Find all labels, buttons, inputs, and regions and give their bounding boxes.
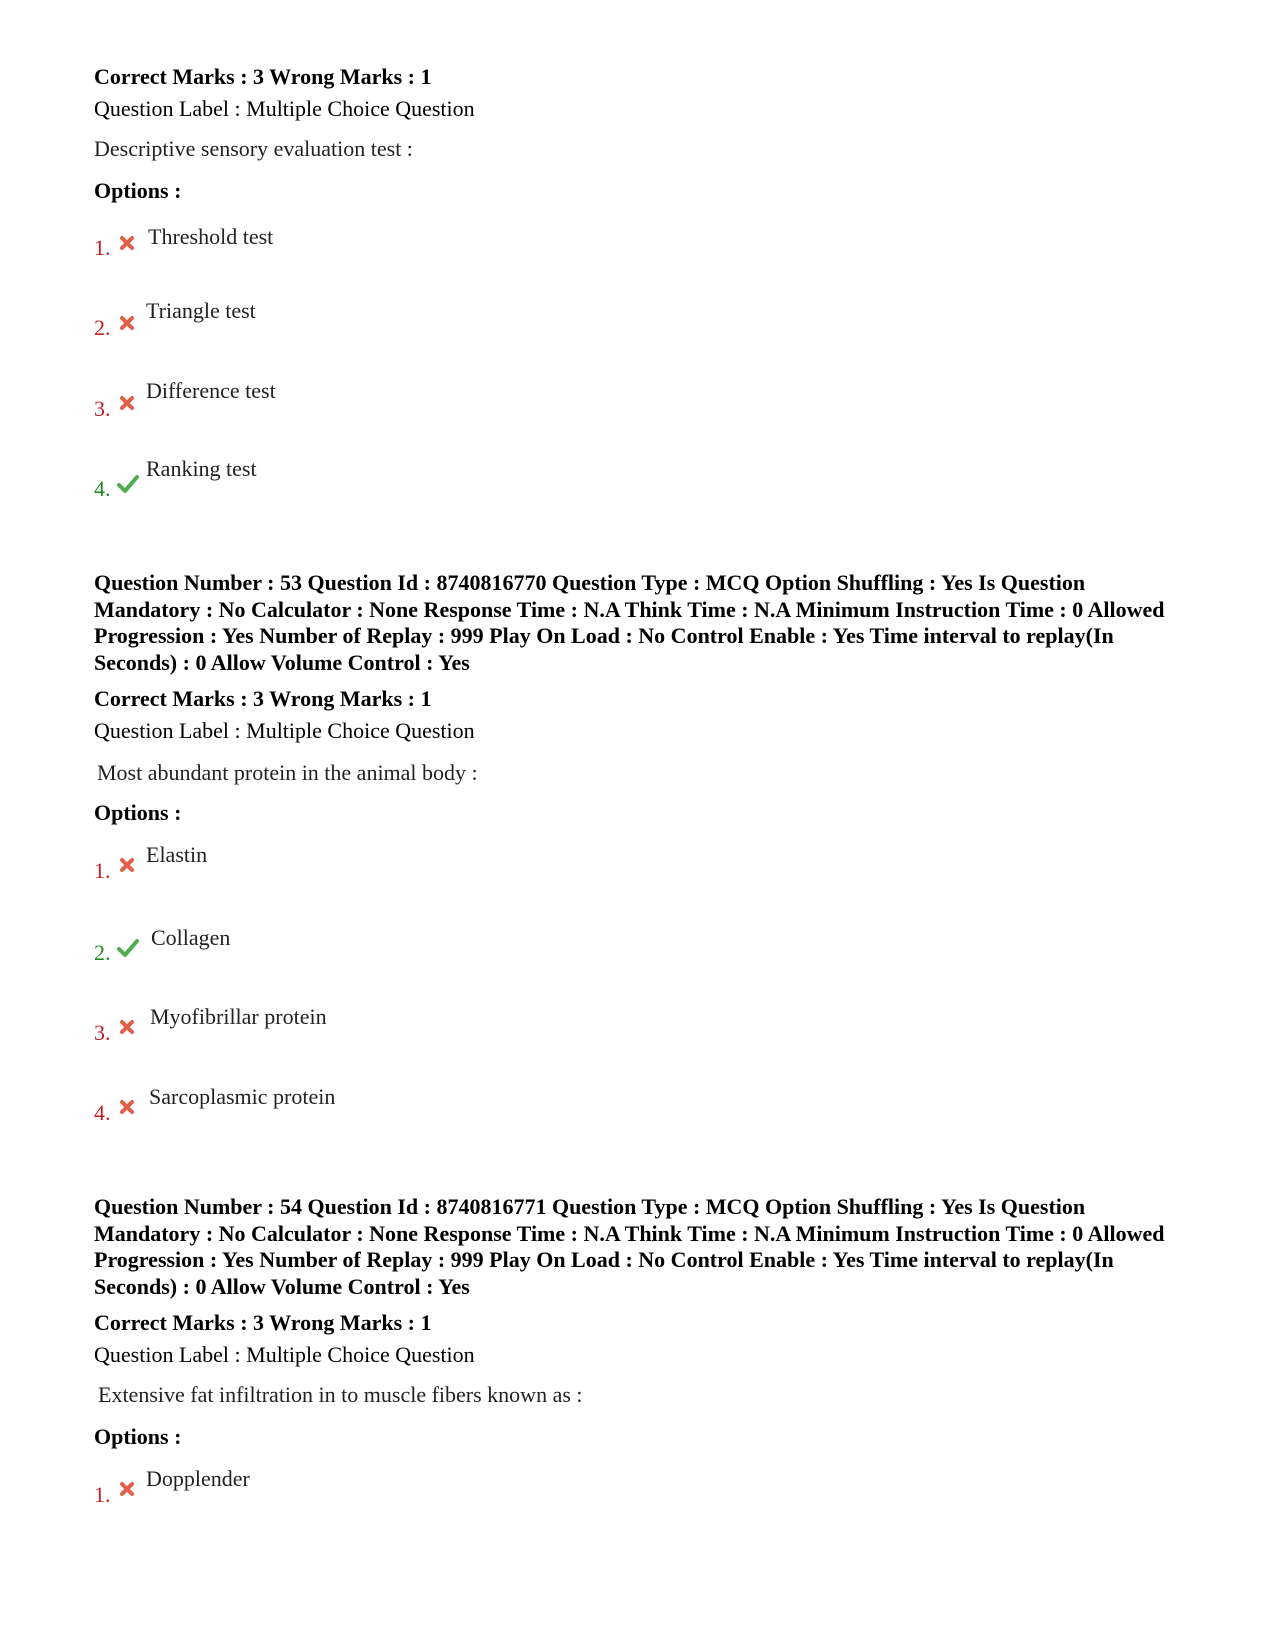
option-number: 1. (94, 858, 111, 883)
options-heading: Options : (94, 800, 182, 825)
option-text: Myofibrillar protein (150, 1004, 327, 1029)
marks-line: Correct Marks : 3 Wrong Marks : 1 (94, 64, 432, 89)
cross-icon (118, 1480, 136, 1498)
option-number: 3. (94, 396, 111, 421)
options-heading: Options : (94, 1424, 182, 1449)
option-text: Threshold test (148, 224, 274, 249)
options-heading: Options : (94, 178, 182, 203)
option-number: 4. (94, 476, 111, 501)
option-text: Ranking test (146, 456, 257, 481)
option-text: Elastin (146, 842, 208, 867)
cross-icon (118, 314, 136, 332)
cross-icon (118, 394, 136, 412)
option-number: 4. (94, 1100, 111, 1125)
marks-line: Correct Marks : 3 Wrong Marks : 1 (94, 1310, 432, 1335)
option-number: 1. (94, 1482, 111, 1507)
question-label: Question Label : Multiple Choice Question (94, 1342, 475, 1367)
option-number: 2. (94, 315, 111, 340)
option-text: Collagen (151, 925, 231, 950)
cross-icon (118, 1018, 136, 1036)
check-icon (117, 474, 139, 494)
option-text: Sarcoplasmic protein (149, 1084, 336, 1109)
option-number: 1. (94, 235, 111, 260)
option-number: 2. (94, 940, 111, 965)
cross-icon (118, 856, 136, 874)
question-meta: Question Number : 54 Question Id : 8740816771 Question Type : MCQ Option Shuffling : Yes Is Question Mandatory : No Calculator : None Response Time : N.A Think Time : N.A Minimum Instruction Time : 0 Allowed Progression : Yes Number of Replay : 999 Play On Load : No Control Enable : Yes Time interval to replay(In Seconds) : 0 Allow Volume Control : Yes (94, 1194, 1165, 1299)
option-number: 3. (94, 1020, 111, 1045)
cross-icon (118, 234, 136, 252)
question-text: Extensive fat infiltration in to muscle fibers known as : (98, 1382, 583, 1407)
question-meta: Question Number : 53 Question Id : 8740816770 Question Type : MCQ Option Shuffling : Yes Is Question Mandatory : No Calculator : None Response Time : N.A Think Time : N.A Minimum Instruction Time : 0 Allowed Progression : Yes Number of Replay : 999 Play On Load : No Control Enable : Yes Time interval to replay(In Seconds) : 0 Allow Volume Control : Yes (94, 570, 1165, 675)
question-text: Most abundant protein in the animal body : (97, 760, 478, 785)
marks-line: Correct Marks : 3 Wrong Marks : 1 (94, 686, 432, 711)
question-label: Question Label : Multiple Choice Question (94, 718, 475, 743)
question-text: Descriptive sensory evaluation test : (94, 136, 413, 161)
check-icon (117, 938, 139, 958)
cross-icon (118, 1098, 136, 1116)
option-text: Triangle test (146, 298, 256, 323)
option-text: Difference test (146, 378, 276, 403)
option-text: Dopplender (146, 1466, 250, 1491)
question-label: Question Label : Multiple Choice Question (94, 96, 475, 121)
